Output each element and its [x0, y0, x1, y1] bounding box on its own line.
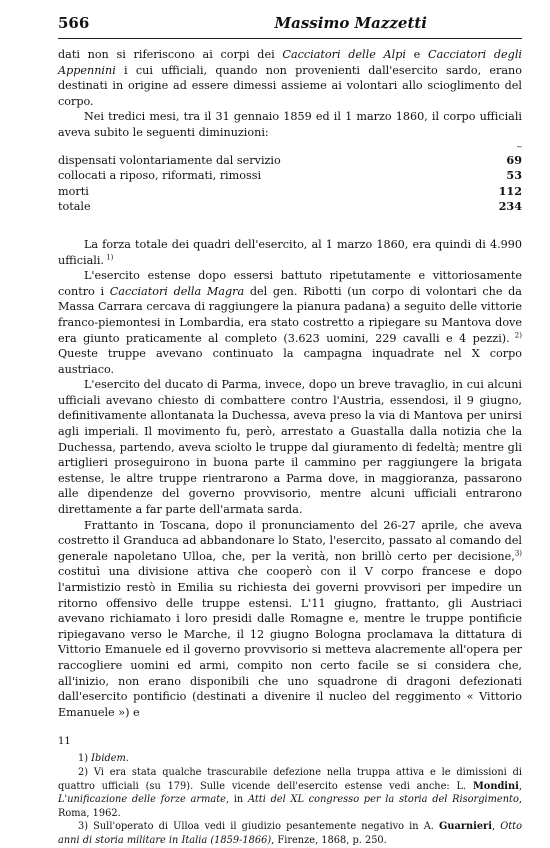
text-run: Queste truppe avevano continuato la campagna inquadrate nel X corpo austriaco. — [58, 347, 522, 376]
text-run: Cacciatori della Magra — [109, 284, 245, 298]
footnote-ref: 3) — [514, 549, 522, 558]
text-run: , — [491, 821, 501, 833]
running-title: Massimo Mazzetti — [274, 14, 427, 32]
text-run: L'esercito estense dopo essersi battuto ripetutamente e vittoriosamente contro i — [58, 269, 522, 298]
row-label: morti — [58, 184, 89, 198]
text-run: dati non si riferiscono ai corpi dei — [58, 48, 283, 61]
text-run: Ibidem. — [91, 753, 129, 765]
text-run: , Firenze, 1868, p. 250. — [271, 834, 387, 846]
text-run: Cacciatori degli Appennini — [58, 48, 522, 77]
row-value: 69 — [506, 152, 522, 167]
footnote-separator: 11 — [58, 736, 71, 748]
footnotes — [58, 752, 522, 847]
header-rule — [58, 38, 522, 39]
text-run: Guarnieri — [438, 821, 492, 833]
text-run: , Roma, 1962. — [58, 794, 522, 819]
spacer — [58, 215, 522, 237]
text-run: Cacciatori delle Alpi — [282, 48, 406, 61]
text-run: L'unificazione delle forze armate — [58, 794, 226, 806]
row-label: collocati a riposo, riformati, rimossi — [58, 169, 262, 183]
row-label: dispensati volontariamente dal servizio — [58, 153, 281, 167]
row-value: 112 — [498, 183, 522, 198]
main-text-continued — [58, 237, 522, 720]
text-run: Frattanto in Toscana, dopo il pronunciamento del 26-27 aprile, che aveva costretto il Granduca ad abbandonare lo Stato, l'esercito, passato al comando del generale napoletano Ulloa, che, per la verità, non brillò certo per decisione, — [58, 518, 522, 563]
text-run: costituì una divisione attiva che cooperò con il V corpo francese e dopo l'armistizio restò in Emilia su richiesta dei governi provvisori per impedire un ritorno offensivo delle truppe estensi. L'11 giugno, frattanto, gli Austriaci avevano richiamato i loro presidi dalle Romagne e, mentre le truppe pontificie ripiegavano verso le Marche, il 12 giugno Bologna proclamava la dittatura di Vittorio Emanuele ed il governo provvisorio si metteva alacremente all'opera per raccogliere uomini ed armi, compito non certo facile se si considera che, all'inizio, non erano disponibili che uno squadrone di dragoni defezionati dall'esercito pontificio (destinati a divenire il nucleo del reggimento « Vittorio Emanuele ») e — [58, 565, 522, 719]
footnote — [58, 752, 522, 766]
footnote-ref: 1) — [103, 252, 114, 261]
row-value: 53 — [506, 168, 522, 183]
table-row — [58, 184, 522, 200]
text-run: , in — [225, 794, 248, 806]
table-row — [58, 153, 522, 169]
text-run: Otto anni di storia militare in Italia (1859-1866) — [58, 821, 522, 846]
row-label: totale — [58, 200, 91, 214]
text-run: e — [405, 48, 429, 61]
text-run: del gen. Ribotti (un corpo di volontari che da Massa Carrara cercava di raggiungere la pianura padana) a seguito delle vittorie franco-piemontesi in Lombardia, era stato costretto a ripiegare su Mantova dove era giunto praticamente al completo (3.623 uomini, 229 cavalli e 4 pezzi). — [58, 284, 522, 345]
main-text — [58, 47, 522, 141]
footnote-ref: 2) — [509, 330, 522, 339]
footnote — [58, 820, 522, 847]
paragraph — [58, 518, 522, 721]
row-value: 234 — [498, 199, 522, 214]
paragraph — [58, 377, 522, 517]
text-run: 1) — [78, 753, 92, 765]
text-run: Mondini — [472, 780, 519, 792]
footnote — [58, 766, 522, 820]
page-number: 566 — [58, 14, 90, 32]
text-run: , — [518, 780, 522, 792]
text-run: 3) Sull'operato di Ulloa vedi il giudizio pesantemente negativo in A. — [78, 821, 439, 833]
paragraph — [58, 109, 522, 140]
table-row — [58, 199, 522, 215]
text-run: L'esercito del ducato di Parma, invece, dopo un breve travaglio, in cui alcuni ufficiali avevano chiesto di combattere contro l'Austria, essendosi, il 9 giugno, definitivamente allontanata la Duchessa, aveva preso la via di Mantova per unirsi agli imperiali. Il movimento fu, però, arrestato a Guastalla dalla notizia che la Duchessa, partendo, aveva sciolto le truppe dal giuramento di fedeltà; mentre gli artiglieri proseguirono in buona parte il cammino per raggiungere la brigata estense, le altre truppe rientrarono a Parma dove, in maggioranza, passarono alle dipendenze del governo provvisorio, mentre alcuni ufficiali entrarono direttamente a far parte dell'armata sarda. — [58, 378, 522, 517]
text-run: 2) Vi era stata qualche trascurabile defezione nella truppa attiva e le dimissioni di quattro ufficiali (su 179). Sulle vicende dell'esercito estense vedi anche: L. — [58, 766, 522, 792]
dash-mark: – — [516, 139, 522, 153]
losses-table — [58, 153, 522, 215]
paragraph — [58, 237, 522, 268]
page-header — [58, 14, 522, 36]
text-run: i cui ufficiali, quando non provenienti dall'esercito sardo, erano destinati in origine ad essere dimessi assieme ai volontari allo scioglimento del corpo. — [58, 63, 522, 108]
text-run: La forza totale dei quadri dell'esercito, al 1 marzo 1860, era quindi di 4.990 ufficiali. — [58, 237, 522, 267]
paragraph — [58, 47, 522, 109]
paragraph — [58, 268, 522, 377]
table-row — [58, 168, 522, 184]
text-run: Atti del XL congresso per la storia del Risorgimento — [247, 794, 519, 806]
text-run: Nei tredici mesi, tra il 31 gennaio 1859 ed il 1 marzo 1860, il corpo ufficiali aveva subito le seguenti diminuzioni: — [58, 110, 522, 139]
